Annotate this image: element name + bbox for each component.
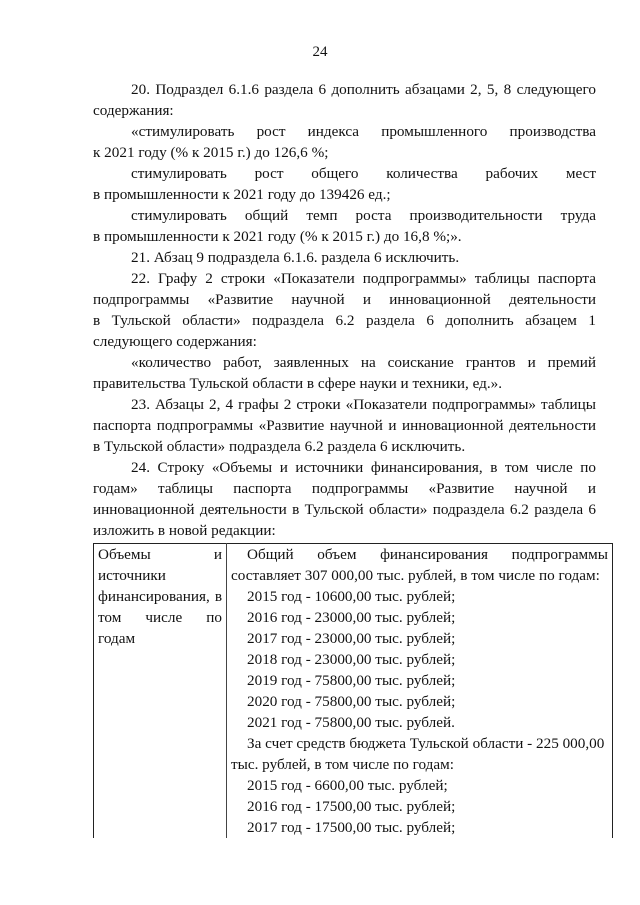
paragraph-20-item-3: стимулировать общий темп роста производительности труда в промышленности к 2021 году (% к 2015 г.) до 16,8 %;». (93, 207, 596, 245)
paragraph-22-item-1: «количество работ, заявленных на соискание грантов и премий правительства Тульской области в сфере науки и техники, ед.». (93, 354, 596, 392)
paragraph-21: 21. Абзац 9 подраздела 6.1.6. раздела 6 исключить. (131, 249, 460, 266)
paragraph-22: 22. Графу 2 строки «Показатели подпрограммы» таблицы паспорта подпрограммы «Развитие научной и инновационной деятельности в Тульской области» подраздела 6.2 раздела 6 дополнить абзацем 1 следующего содержания: (93, 270, 596, 350)
financing-table (93, 543, 613, 838)
paragraph-20-item-2: стимулировать рост общего количества рабочих мест в промышленности к 2021 году до 139426 ед.; (93, 165, 596, 203)
paragraph-20: 20. Подраздел 6.1.6 раздела 6 дополнить абзацами 2, 5, 8 следующего содержания: (93, 81, 596, 119)
table-cell-value: Общий объем финансирования подпрограммы составляет 307 000,00 тыс. рублей, в том числе по годам: 2015 год - 10600,00 тыс. рублей; 2016 год - 23000,00 тыс. рублей; 2017 год - 23000,00 тыс. рублей; 2018 год - 23000,00 тыс. рублей; 2019 год - 75800,00 тыс. рублей; 2020 год - 75800,00 тыс. рублей; 2021 год - 75800,00 тыс. рублей. За счет средств бюджета Тульской области - 225 000,00 тыс. рублей, в том числе по годам: 2015 год - 6600,00 тыс. рублей; 2016 год - 17500,00 тыс. рублей; 2017 год - 17500,00 тыс. рублей; (227, 544, 613, 839)
document-body (93, 79, 596, 541)
page-number: 24 (312, 44, 328, 60)
paragraph-20-item-1: «стимулировать рост индекса промышленного производства к 2021 году (% к 2015 г.) до 126,6 %; (93, 123, 596, 161)
paragraph-23: 23. Абзацы 2, 4 графы 2 строки «Показатели подпрограммы» таблицы паспорта подпрограммы «Развитие научной и инновационной деятельности в Тульской области» подраздела 6.2 раздела 6 исключить. (93, 396, 596, 455)
table-row (94, 544, 613, 839)
table-cell-label: Объемы и источники финансирования, в том числе по годам (94, 544, 227, 839)
paragraph-24: 24. Строку «Объемы и источники финансирования, в том числе по годам» таблицы паспорта подпрограммы «Развитие научной и инновационной деятельности в Тульской области» подраздела 6.2 раздела 6 изложить в новой редакции: (93, 459, 596, 539)
